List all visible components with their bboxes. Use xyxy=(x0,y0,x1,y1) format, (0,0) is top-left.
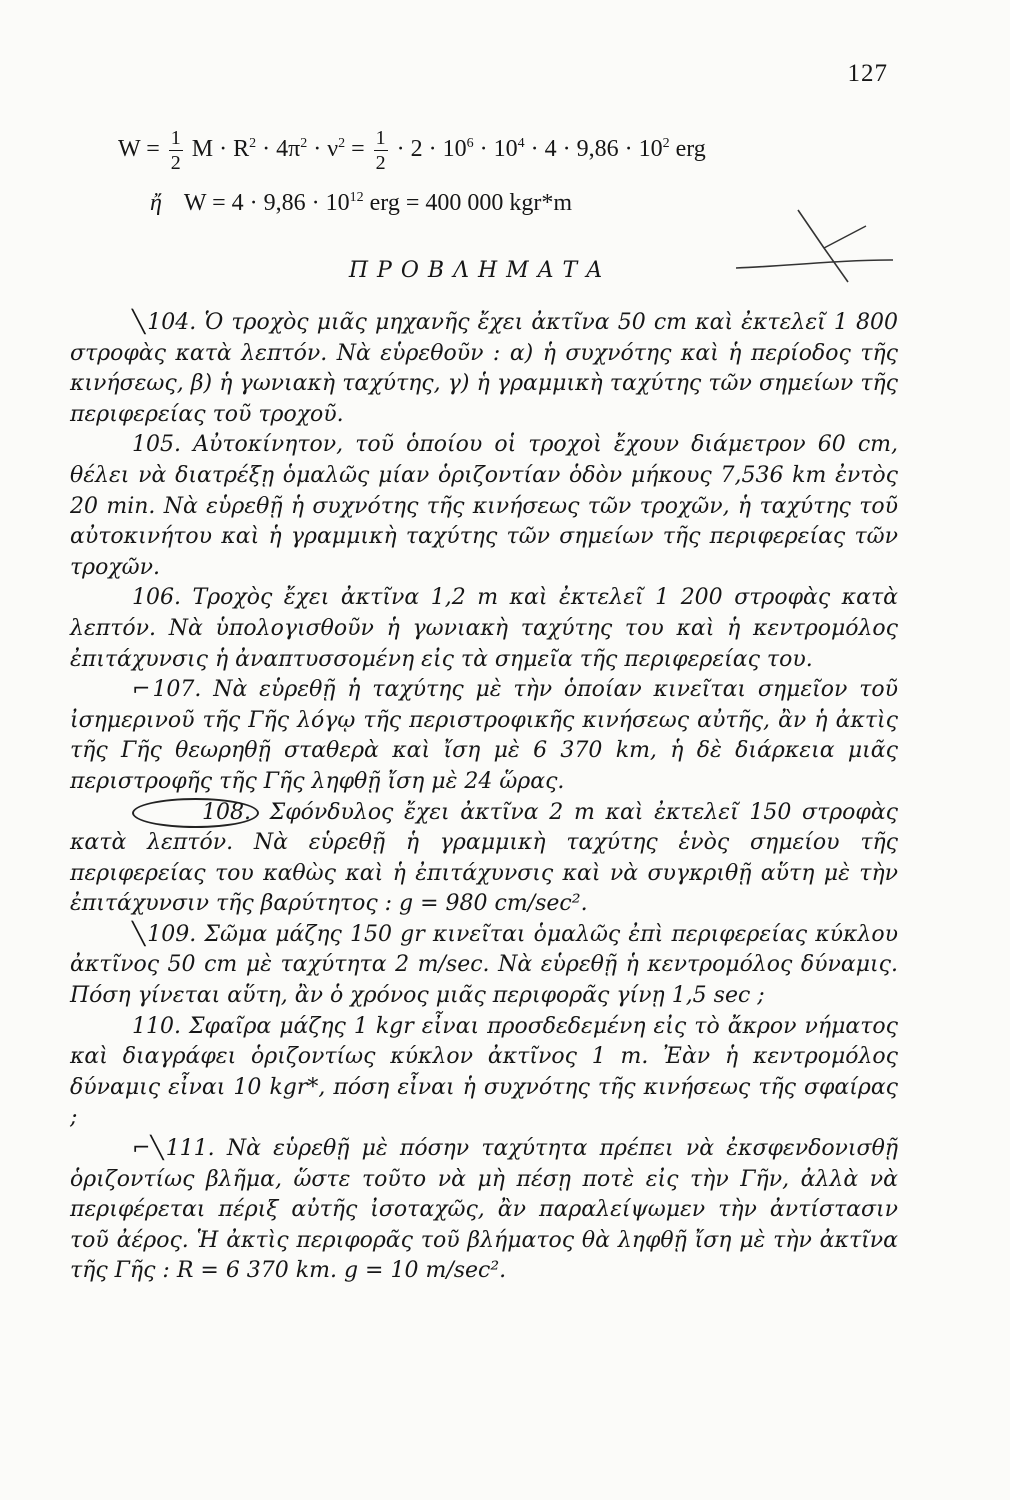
problem-105 xyxy=(70,430,898,583)
problem-106 xyxy=(70,583,898,675)
problem-number: 104. xyxy=(147,310,197,335)
formula-result: ἤ $W = 4 \cdot 9,86 \cdot 10^{12}$ erg = 400 000 kgr*m xyxy=(150,190,573,216)
problem-text: Νὰ εὑρεθῇ ἡ ταχύτης μὲ τὴν ὁποίαν κινεῖται σημεῖον τοῦ ἰσημερινοῦ τῆς Γῆς λόγῳ τῆς περιστροφικῆς κινήσεως αὐτῆς, ἂν ἡ ἀκτὶς τῆς Γῆς θεωρηθῇ σταθερὰ καὶ ἴση μὲ 6 370 km, ἡ δὲ διάρκεια μιᾶς περιστροφῆς τῆς Γῆς ληφθῇ ἴση μὲ 24 ὥρας. xyxy=(70,677,898,794)
tick-mark-icon: ⌐╲ xyxy=(132,1136,164,1162)
problem-number: 106. xyxy=(132,585,181,611)
page-number: 127 xyxy=(847,60,888,87)
problem-111 xyxy=(70,1134,898,1287)
tick-mark-icon: ⌐ xyxy=(132,677,151,703)
formula-rest: · 2 · 10 xyxy=(396,136,467,163)
problem-104 xyxy=(70,308,898,430)
formula-prefix: ἤ xyxy=(150,190,162,216)
problem-107 xyxy=(70,675,898,797)
problem-text: Ὁ τροχὸς μιᾶς μηχανῆς ἔχει ἀκτῖνα 50 cm καὶ ἐκτελεῖ 1 800 στροφὰς κατὰ λεπτόν. Νὰ εὑρεθοῦν : α) ἡ συχνότης καὶ ἡ περίοδος τῆς κινήσεως, β) ἡ γωνιακὴ ταχύτης, γ) ἡ γραμμικὴ ταχύτης τῶν σημείων τῆς περιφερείας τοῦ τροχοῦ. xyxy=(70,310,898,427)
problem-109 xyxy=(70,920,898,1012)
formula-equals: = xyxy=(351,136,365,163)
problem-number: 109. xyxy=(147,921,197,947)
problem-text: Νὰ εὑρεθῇ μὲ πόσην ταχύτητα πρέπει νὰ ἐκσφενδονισθῇ ὁριζοντίως βλῆμα, ὥστε τοῦτο νὰ μὴ πέσῃ ποτὲ εἰς τὴν Γῆν, ἀλλὰ νὰ περιφέρεται πέριξ αὐτῆς ἰσοταχῶς, ἂν παραλείψωμεν τὴν ἀντίστασιν τοῦ ἀέρος. Ἡ ἀκτὶς περιφορᾶς τοῦ βλήματος θὰ ληφθῇ ἴση μὲ τὴν ἀκτῖνα τῆς Γῆς : R = 6 370 km. g = 10 m/sec². xyxy=(70,1136,899,1284)
formula-work: W = $\frac{1}{2}$ $M \cdot R^2 \cdot 4\pi^2 \cdot \nu^2$ = $\frac{1}{2}$ · $2 \cdot 10^6 \cdot 10^4 \cdot 4 \cdot 9,86 \cdot 10^2$ erg xyxy=(118,127,706,174)
tick-mark-icon: ╲ xyxy=(132,921,146,947)
problem-text: Τροχὸς ἔχει ἀκτῖνα 1,2 m καὶ ἐκτελεῖ 1 200 στροφὰς κατὰ λεπτόν. Νὰ ὑπολογισθοῦν ἡ γωνιακὴ ταχύτης του καὶ ἡ κεντρομόλος ἐπιτάχυνσις ἡ ἀναπτυσσομένη εἰς τὰ σημεῖα τῆς περιφερείας του. xyxy=(70,585,898,672)
tick-mark-icon: ╲ xyxy=(132,310,146,335)
problem-number: 111. xyxy=(165,1136,215,1162)
problem-number: 110. xyxy=(132,1013,181,1039)
problem-number-circled: 108. xyxy=(132,798,259,828)
problem-number: 107. xyxy=(152,677,202,703)
problems-list xyxy=(70,308,898,1287)
problem-108 xyxy=(70,798,898,920)
section-title: ΠΡΟΒΛΗΜΑΤΑ xyxy=(348,258,612,283)
formula-term: M · R xyxy=(191,136,250,163)
problem-110 xyxy=(70,1012,898,1134)
fraction-half-2: $\frac{1}{2}$ xyxy=(375,127,386,174)
fraction-half: $\frac{1}{2}$ xyxy=(170,127,181,174)
problem-number: 105. xyxy=(132,432,181,458)
problem-text: Σφαῖρα μάζης 1 kgr εἶναι προσδεδεμένη εἰς τὸ ἄκρον νήματος καὶ διαγράφει ὁριζοντίως κύκλον ἀκτῖνος 1 m. Ἐὰν ἡ κεντρομόλος δύναμις εἶναι 10 kgr*, πόση εἶναι ἡ συχνότης τῆς κινήσεως τῆς σφαίρας ; xyxy=(70,1013,898,1131)
problem-text: Σῶμα μάζης 150 gr κινεῖται ὁμαλῶς ἐπὶ περιφερείας κύκλου ἀκτῖνος 50 cm μὲ ταχύτητα 2 m/sec. Νὰ εὑρεθῇ ἡ κεντρομόλος δύναμις. Πόση γίνεται αὕτη, ἂν ὁ χρόνος μιᾶς περιφορᾶς γίνῃ 1,5 sec ; xyxy=(70,921,899,1009)
formula-lhs: W = xyxy=(118,136,160,163)
problem-text: Σφόνδυλος ἔχει ἀκτῖνα 2 m καὶ ἐκτελεῖ 150 στροφὰς κατὰ λεπτόν. Νὰ εὑρεθῇ ἡ γραμμικὴ ταχύτης ἑνὸς σημείου τῆς περιφερείας του καθὼς καὶ ἡ ἐπιτάχυνσις καὶ νὰ συγκριθῇ αὕτη μὲ τὴν ἐπιτάχυνσιν τῆς βαρύτητος : g = 980 cm/sec². xyxy=(70,799,898,917)
problem-text: Αὐτοκίνητον, τοῦ ὁποίου οἱ τροχοὶ ἔχουν διάμετρον 60 cm, θέλει νὰ διατρέξῃ ὁμαλῶς μίαν ὁριζοντίαν ὁδὸν μήκους 7,536 km ἐντὸς 20 min. Νὰ εὑρεθῇ ἡ συχνότης τῆς κινήσεως τῶν τροχῶν, ἡ ταχύτης τοῦ αὐτοκινήτου καὶ ἡ γραμμικὴ ταχύτης τῶν σημείων τῆς περιφερείας τῶν τροχῶν. xyxy=(70,432,898,580)
